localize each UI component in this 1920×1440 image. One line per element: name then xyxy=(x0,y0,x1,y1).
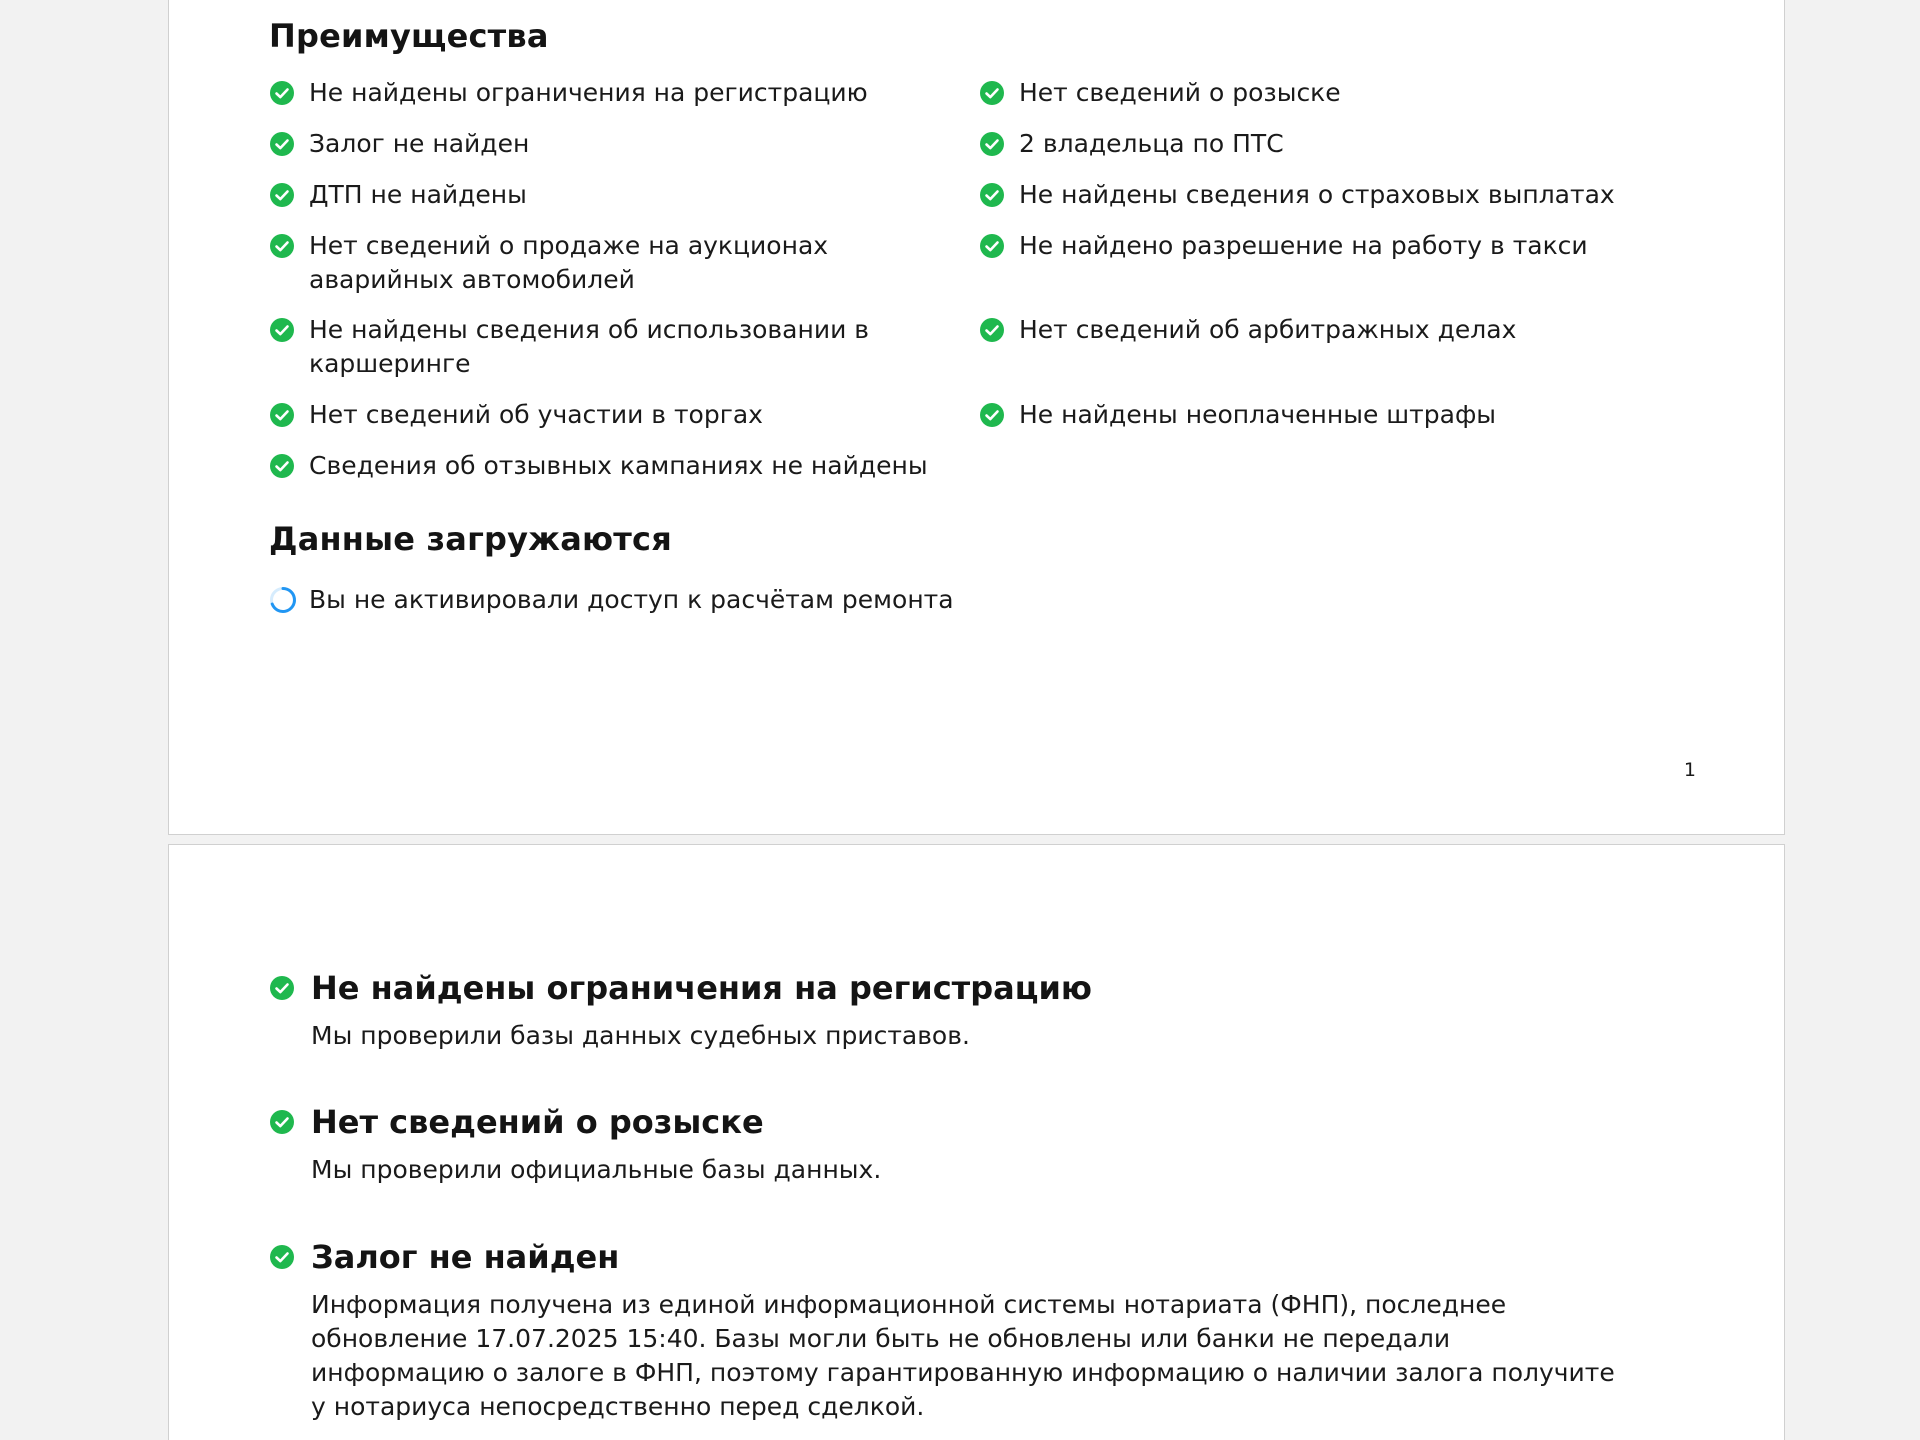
advantage-label: Залог не найден xyxy=(309,129,530,158)
check-circle-icon xyxy=(979,182,1005,208)
advantage-item xyxy=(979,398,1679,432)
advantage-item xyxy=(979,229,1679,263)
check-circle-icon xyxy=(269,233,295,259)
check-circle-icon xyxy=(269,402,295,428)
page-number: 1 xyxy=(1683,759,1696,781)
loading-heading: Данные загружаются xyxy=(269,520,672,558)
check-circle-icon xyxy=(979,233,1005,259)
document-page-2 xyxy=(168,844,1785,1440)
advantage-item xyxy=(269,76,959,110)
advantage-label: Не найдены ограничения на регистрацию xyxy=(309,78,868,107)
advantage-item xyxy=(979,313,1679,347)
spinner-icon xyxy=(269,586,297,614)
check-circle-icon xyxy=(979,80,1005,106)
advantage-label: Не найдено разрешение на работу в такси xyxy=(1019,231,1588,260)
advantage-label: Сведения об отзывных кампаниях не найдены xyxy=(309,451,928,480)
advantage-label: ДТП не найдены xyxy=(309,180,527,209)
check-circle-icon xyxy=(269,975,295,1001)
detail-section xyxy=(269,969,1669,1053)
check-circle-icon xyxy=(269,317,295,343)
advantage-item xyxy=(269,229,959,297)
advantages-heading: Преимущества xyxy=(269,17,549,55)
loading-item xyxy=(269,583,954,617)
detail-section xyxy=(269,1238,1669,1424)
detail-title: Залог не найден xyxy=(311,1238,620,1276)
check-circle-icon xyxy=(269,131,295,157)
advantage-item xyxy=(269,127,959,161)
advantage-label: Нет сведений об арбитражных делах xyxy=(1019,315,1517,344)
advantage-label: Не найдены неоплаченные штрафы xyxy=(1019,400,1497,429)
advantage-item xyxy=(979,178,1679,212)
advantage-item xyxy=(979,127,1679,161)
detail-text: Мы проверили официальные базы данных. xyxy=(311,1155,882,1184)
detail-header xyxy=(269,1103,1669,1141)
check-circle-icon xyxy=(269,80,295,106)
advantage-label: 2 владельца по ПТС xyxy=(1019,129,1284,158)
advantage-label: Нет сведений о розыске xyxy=(1019,78,1341,107)
detail-text: Мы проверили базы данных судебных приставов. xyxy=(311,1021,970,1050)
detail-title: Не найдены ограничения на регистрацию xyxy=(311,969,1092,1007)
check-circle-icon xyxy=(979,131,1005,157)
advantage-item xyxy=(979,76,1679,110)
detail-header xyxy=(269,1238,1669,1276)
advantage-label: Нет сведений о продаже на аукционах аварийных автомобилей xyxy=(309,231,829,294)
check-circle-icon xyxy=(269,1109,295,1135)
check-circle-icon xyxy=(269,182,295,208)
loading-item-label: Вы не активировали доступ к расчётам ремонта xyxy=(309,585,954,614)
detail-text: Информация получена из единой информационной системы нотариата (ФНП), последнее обновление 17.07.2025 15:40. Базы могли быть не обновлены или банки не передали информацию о залоге в ФНП, поэтому гарантированную информацию о наличии залога получите у нотариуса непосредственно перед сделкой. xyxy=(311,1290,1615,1421)
check-circle-icon xyxy=(269,1244,295,1270)
advantage-label: Не найдены сведения о страховых выплатах xyxy=(1019,180,1615,209)
advantage-label: Нет сведений об участии в торгах xyxy=(309,400,763,429)
document-page-1 xyxy=(168,0,1785,835)
check-circle-icon xyxy=(979,317,1005,343)
detail-header xyxy=(269,969,1669,1007)
advantages-list xyxy=(269,0,1689,499)
advantage-item xyxy=(269,178,959,212)
check-circle-icon xyxy=(979,402,1005,428)
check-circle-icon xyxy=(269,453,295,479)
advantage-item xyxy=(269,449,959,483)
advantage-label: Не найдены сведения об использовании в каршеринге xyxy=(309,315,870,378)
detail-section xyxy=(269,1103,1669,1187)
detail-title: Нет сведений о розыске xyxy=(311,1103,764,1141)
advantage-item xyxy=(269,313,959,381)
advantage-item xyxy=(269,398,959,432)
